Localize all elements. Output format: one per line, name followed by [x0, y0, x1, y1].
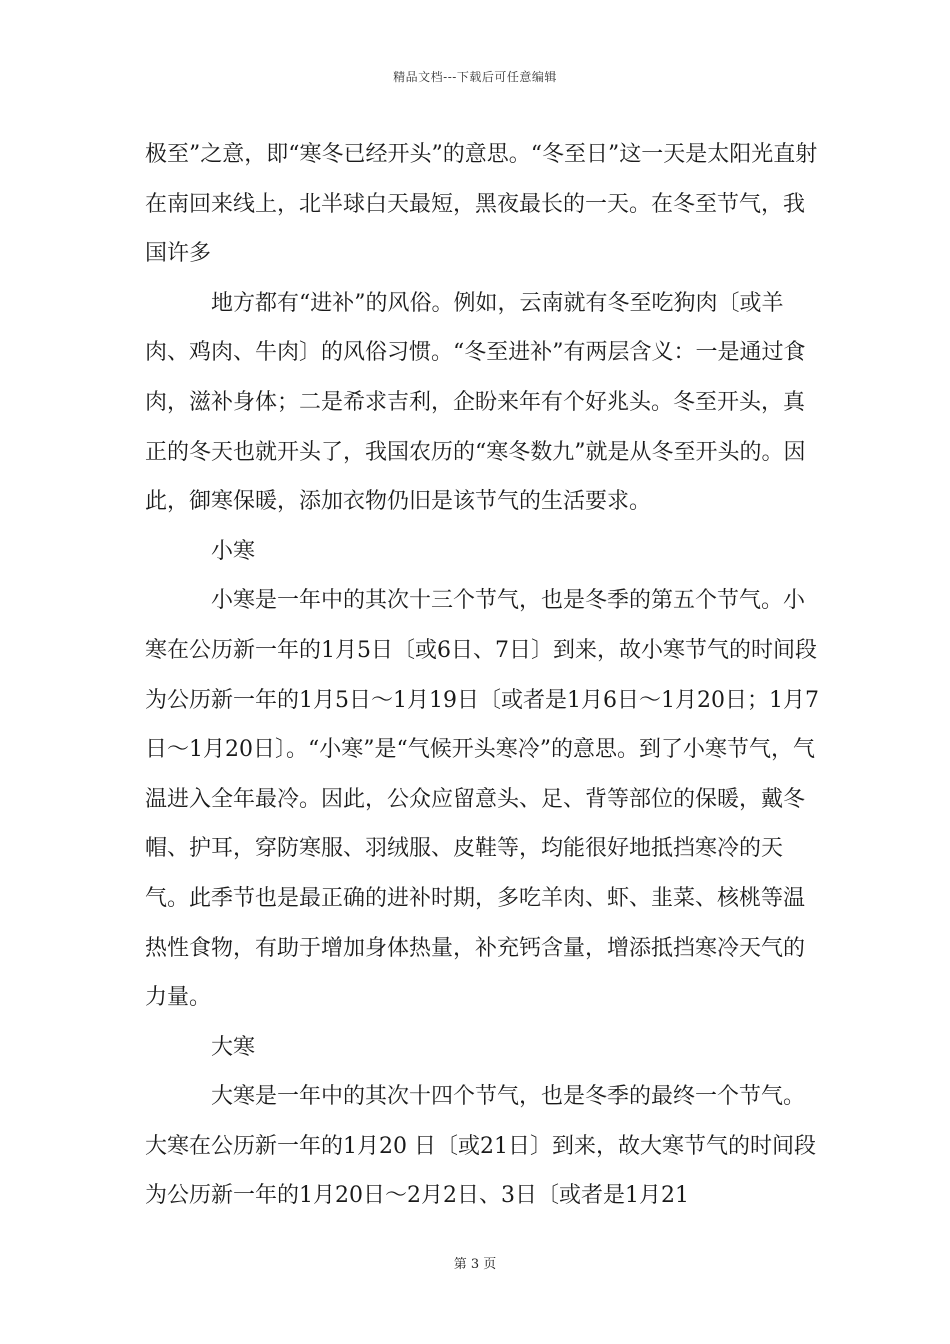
- document-body: [145, 130, 825, 1221]
- paragraph-xiaohan: 小寒是一年中的其次十三个节气，也是冬季的第五个节气。小寒在公历新一年的1月5日〔或6日、7日〕到来，故小寒节气的时间段为公历新一年的1月5日～1月19日〔或者是1月6日～1月20日；1月7日～1月20日〕。“小寒”是“气候开头寒冷”的意思。到了小寒节气，气温进入全年最冷。因此，公众应留意头、足、背等部位的保暖，戴冬帽、护耳，穿防寒服、羽绒服、皮鞋等，均能很好地抵挡寒冷的天气。此季节也是最正确的进补时期，多吃羊肉、虾、韭菜、核桃等温热性食物，有助于增加身体热量，补充钙含量，增添抵挡寒冷天气的力量。: [145, 588, 819, 1011]
- paragraph-dongzhi-jinbu: 地方都有“进补”的风俗。例如，云南就有冬至吃狗肉〔或羊肉、鸡肉、牛肉〕的风俗习惯。“冬至进补”有两层含义：一是通过食肉，滋补身体；二是希求吉利，企盼来年有个好兆头。冬至开头，真正的冬天也就开头了，我国农历的“寒冬数九”就是从冬至开头的。因此，御寒保暖，添加衣物仍旧是该节气的生活要求。: [145, 290, 806, 515]
- heading-dahan: 大寒: [211, 1034, 256, 1060]
- paragraph-dongzhi-continued: 极至”之意，即“寒冬已经开头”的意思。“冬至日”这一天是太阳光直射在南回来线上，北半球白天最短，黑夜最长的一天。在冬至节气，我国许多: [145, 142, 818, 267]
- page-number: 第 3 页: [453, 1257, 497, 1272]
- heading-xiaohan: 小寒: [211, 538, 256, 564]
- page-header: 精品文档---下载后可任意编辑: [393, 70, 557, 84]
- paragraph-dahan: 大寒是一年中的其次十四个节气，也是冬季的最终一个节气。大寒在公历新一年的1月20 日〔或21日〕到来，故大寒节气的时间段为公历新一年的1月20日～2月2日、3日〔或者是1月21: [145, 1084, 816, 1209]
